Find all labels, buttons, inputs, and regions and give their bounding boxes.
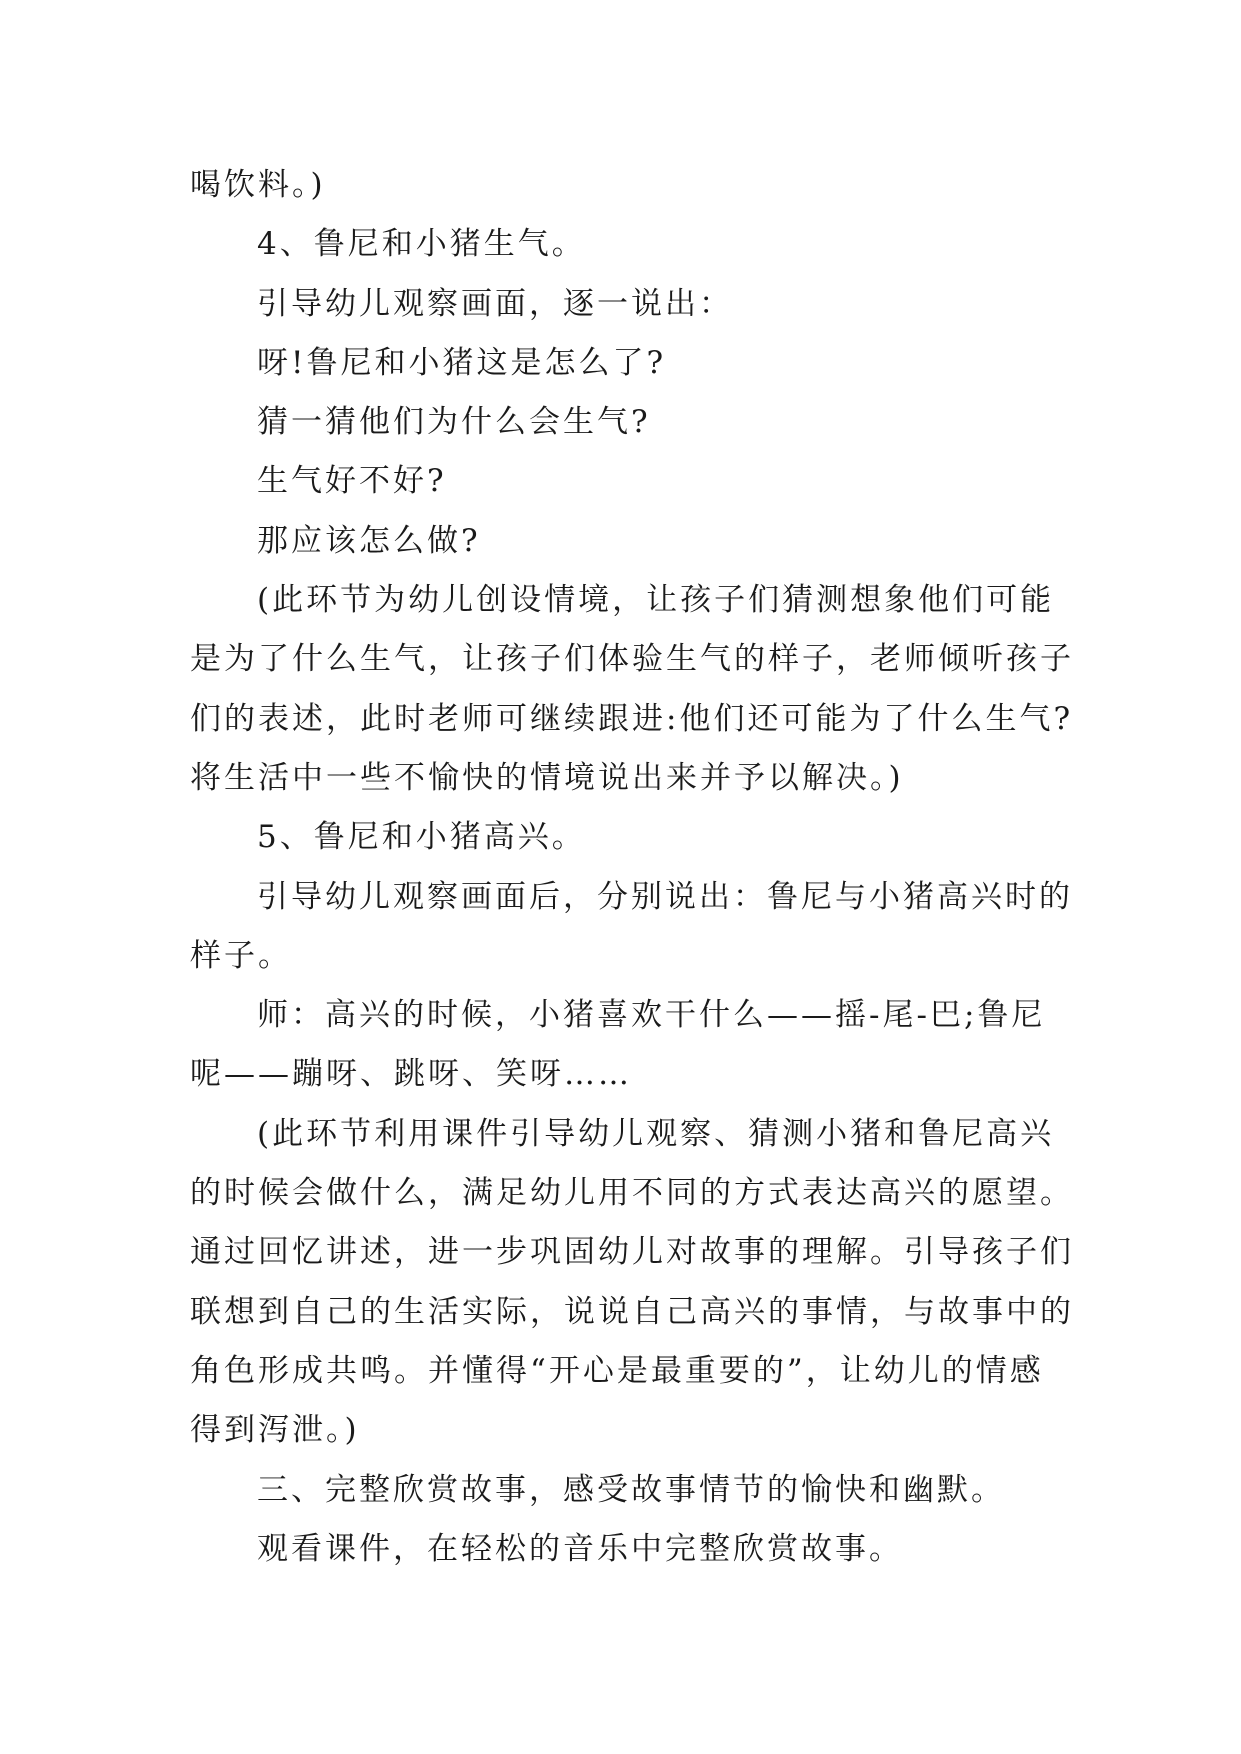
text-line: 引导幼儿观察画面后，分别说出：鲁尼与小猪高兴时的 bbox=[257, 878, 1073, 915]
text-line: 三、完整欣赏故事，感受故事情节的愉快和幽默。 bbox=[257, 1471, 1005, 1508]
text-line: (此环节为幼儿创设情境，让孩子们猜测想象他们可能 bbox=[257, 582, 1055, 619]
text-line: 将生活中一些不愉快的情境说出来并予以解决。) bbox=[190, 759, 904, 796]
text-line: 生气好不好? bbox=[257, 463, 447, 500]
text-line: (此环节利用课件引导幼儿观察、猜测小猪和鲁尼高兴 bbox=[257, 1115, 1055, 1152]
text-line: 得到泻泄。) bbox=[190, 1412, 360, 1449]
text-line: 4、鲁尼和小猪生气。 bbox=[257, 226, 586, 263]
text-line: 角色形成共鸣。并懂得“开心是最重要的”，让幼儿的情感 bbox=[190, 1352, 1044, 1389]
text-line: 通过回忆讲述，进一步巩固幼儿对故事的理解。引导孩子们 bbox=[190, 1234, 1074, 1271]
text-line: 的时候会做什么，满足幼儿用不同的方式表达高兴的愿望。 bbox=[190, 1175, 1074, 1212]
document-body bbox=[190, 156, 1074, 1579]
text-line: 联想到自己的生活实际，说说自己高兴的事情，与故事中的 bbox=[190, 1293, 1074, 1330]
text-line: 喝饮料。) bbox=[190, 167, 326, 203]
text-line: 那应该怎么做? bbox=[257, 522, 481, 559]
text-line: 5、鲁尼和小猪高兴。 bbox=[257, 819, 586, 856]
text-line: 呀!鲁尼和小猪这是怎么了? bbox=[257, 344, 667, 381]
text-line: 是为了什么生气，让孩子们体验生气的样子，老师倾听孩子 bbox=[190, 641, 1074, 678]
text-line: 们的表述，此时老师可继续跟进:他们还可能为了什么生气? bbox=[190, 700, 1074, 737]
text-line: 呢——蹦呀、跳呀、笑呀…… bbox=[190, 1056, 632, 1093]
text-line: 师：高兴的时候，小猪喜欢干什么——摇-尾-巴;鲁尼 bbox=[257, 997, 1046, 1034]
text-line: 猜一猜他们为什么会生气? bbox=[257, 404, 651, 441]
text-line: 样子。 bbox=[190, 937, 292, 974]
text-line: 引导幼儿观察画面，逐一说出： bbox=[257, 285, 733, 322]
text-line: 观看课件，在轻松的音乐中完整欣赏故事。 bbox=[257, 1530, 903, 1567]
